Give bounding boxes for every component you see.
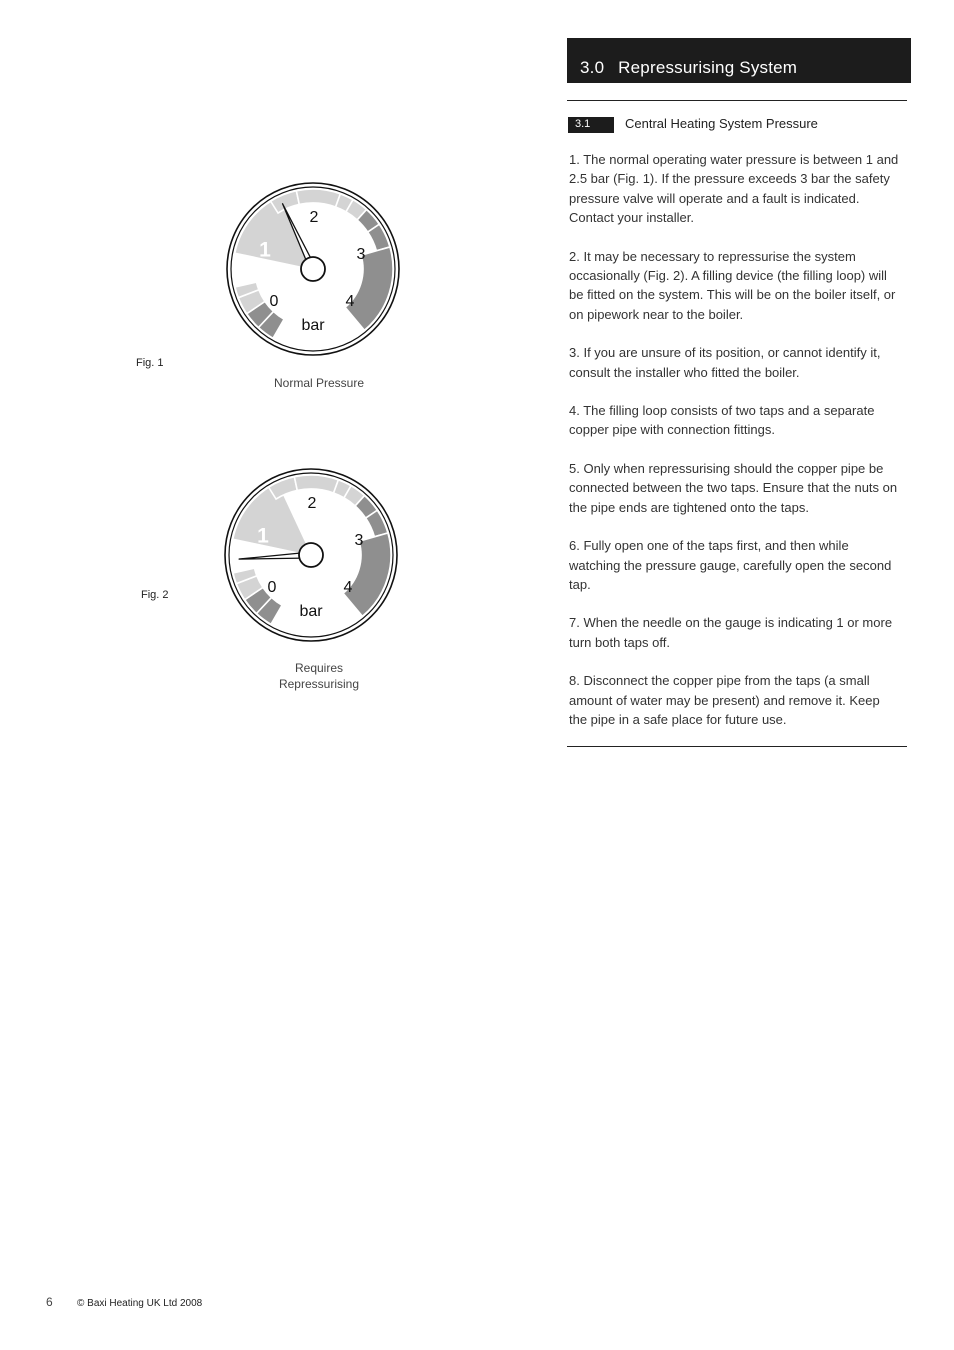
gauge-unit-label: bar [301, 317, 325, 335]
gauge-label-0: 0 [269, 293, 279, 311]
paragraph-3: 3. If you are unsure of its position, or cannot identify it, consult the installer who fitted the boiler. [569, 345, 881, 380]
fig-2-caption-line-2: Repressurising [278, 677, 360, 691]
gauge-label-2: 2 [309, 209, 319, 227]
pressure-gauge-fig-2 [220, 464, 402, 646]
gauge-label-1: 1 [257, 524, 269, 548]
fig-2-label: Fig. 2 [141, 589, 169, 601]
gauge-label-4: 4 [345, 293, 355, 311]
fig-1-label: Fig. 1 [136, 357, 164, 369]
fig-1-caption: Normal Pressure [273, 376, 365, 390]
section-header [567, 38, 911, 83]
fig-2-caption [249, 660, 389, 692]
page-number: 6 [46, 1295, 53, 1309]
section-number: 3.0 [580, 58, 605, 77]
fig-2-caption-line-1: Requires [294, 661, 344, 675]
paragraph-7: 7. When the needle on the gauge is indicating 1 or more turn both taps off. [569, 615, 893, 650]
paragraph-8: 8. Disconnect the copper pipe from the taps (a small amount of water may be present) and remove it. Keep the pipe in a safe place for future use. [569, 673, 880, 727]
paragraph-1: 1. The normal operating water pressure is between 1 and 2.5 bar (Fig. 1). If the pressure exceeds 3 bar the safety pressure valve will operate and a fault is indicated. Contact your installer. [569, 152, 899, 226]
gauge-hub [301, 257, 325, 281]
paragraph-4: 4. The filling loop consists of two taps and a separate copper pipe with connection fittings. [569, 403, 875, 438]
gauge-label-4: 4 [343, 579, 353, 597]
gauge-label-0: 0 [267, 579, 277, 597]
gauge-label-3: 3 [354, 532, 364, 550]
paragraph-6: 6. Fully open one of the taps first, and then while watching the pressure gauge, carefully open the second tap. [569, 538, 892, 592]
gauge-label-2: 2 [307, 495, 317, 513]
section-title: Repressurising System [618, 58, 798, 77]
copyright-notice: © Baxi Heating UK Ltd 2008 [77, 1298, 203, 1309]
instructions-body [569, 150, 899, 748]
subsection-title: Central Heating System Pressure [625, 116, 818, 131]
gauge-label-1: 1 [259, 238, 271, 262]
gauge-label-3: 3 [356, 246, 366, 264]
subsection-number-badge: 3.1 [568, 117, 614, 133]
top-rule [567, 100, 907, 101]
paragraph-2: 2. It may be necessary to repressurise the system occasionally (Fig. 2). A filling device (the filling loop) will be fitted on the system. This will be on the boiler itself, or on pipework near to the boiler. [569, 248, 896, 322]
pressure-gauge-fig-1 [222, 178, 404, 360]
gauge-hub [299, 543, 323, 567]
paragraph-5: 5. Only when repressurising should the copper pipe be connected between the two taps. Ensure that the nuts on the pipe ends are tightened onto the taps. [569, 460, 898, 515]
bottom-rule [567, 746, 907, 747]
gauge-unit-label: bar [299, 603, 323, 621]
